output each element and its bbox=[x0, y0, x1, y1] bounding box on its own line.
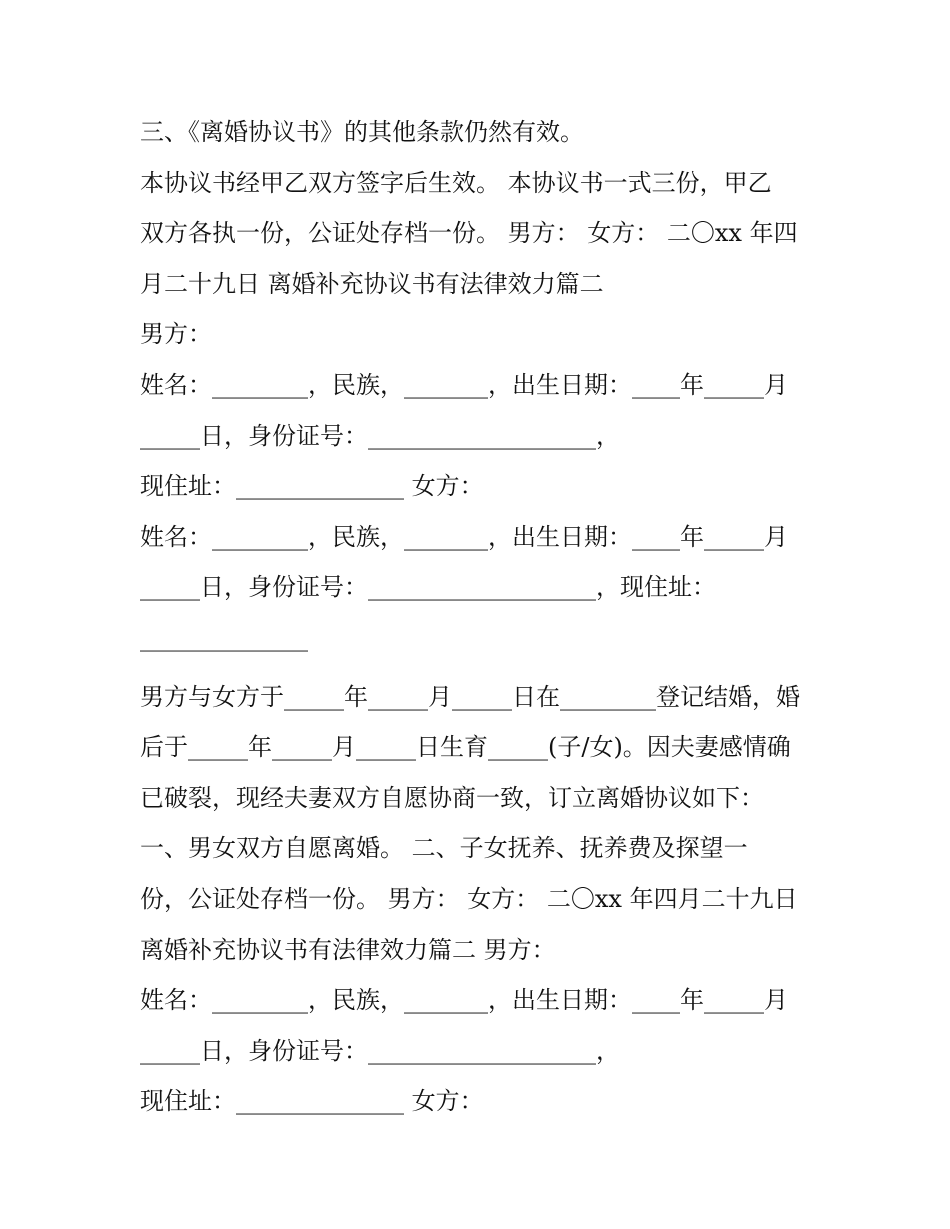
text-line: 现住址：______________ 女方： bbox=[140, 1087, 484, 1116]
text-line: 双方各执一份，公证处存档一份。 男方： 女方： 二〇xx 年四 bbox=[140, 219, 798, 248]
text-line: _____日，身份证号：___________________， bbox=[140, 421, 620, 450]
text-line: 一、男女双方自愿离婚。 二、子女抚养、抚养费及探望一 bbox=[140, 834, 748, 863]
text-line: 后于_____年_____月_____日生育_____(子/女)。因夫妻感情确 bbox=[140, 733, 791, 762]
text-line: _____日，身份证号：___________________， bbox=[140, 1036, 620, 1065]
text-line: 本协议书经甲乙双方签字后生效。 本协议书一式三份，甲乙 bbox=[140, 168, 772, 197]
document-body bbox=[140, 107, 820, 1127]
text-line: 姓名：________，民族，_______，出生日期：____年_____月 bbox=[140, 522, 788, 551]
text-line: 男方与女方于_____年_____月_____日在________登记结婚，婚 bbox=[140, 682, 800, 711]
text-line: 离婚补充协议书有法律效力篇二 男方： bbox=[140, 935, 556, 964]
text-line: 姓名：________，民族，_______，出生日期：____年_____月 bbox=[140, 370, 788, 399]
text-line: 三、《离婚协议书》的其他条款仍然有效。 bbox=[140, 118, 584, 146]
text-line: _____日，身份证号：___________________，现住址： bbox=[140, 573, 716, 602]
text-line: ______________ bbox=[140, 623, 308, 652]
text-line: 份，公证处存档一份。 男方： 女方： 二〇xx 年四月二十九日 bbox=[140, 884, 798, 913]
text-line: 月二十九日 离婚补充协议书有法律效力篇二 bbox=[140, 269, 604, 298]
text-line: 男方： bbox=[140, 320, 212, 349]
text-line: 现住址：______________ 女方： bbox=[140, 472, 484, 501]
text-line: 姓名：________，民族，_______，出生日期：____年_____月 bbox=[140, 986, 788, 1015]
text-line: 已破裂，现经夫妻双方自愿协商一致，订立离婚协议如下： bbox=[140, 783, 764, 812]
